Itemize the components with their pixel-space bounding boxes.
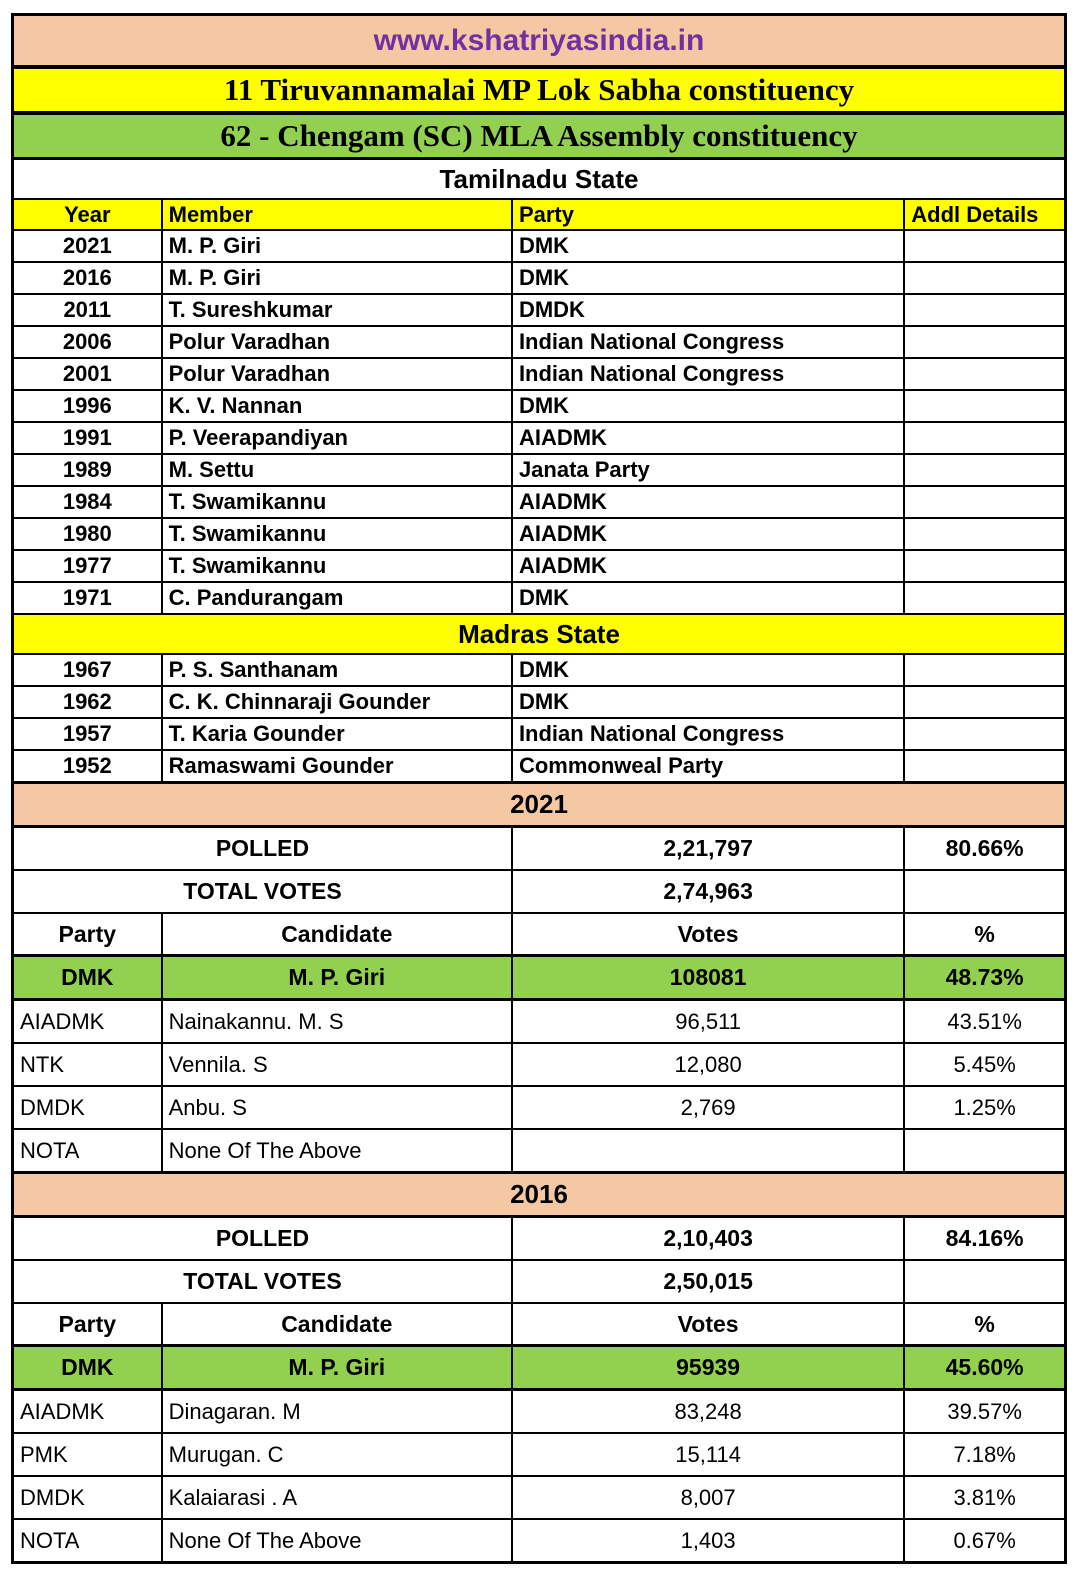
polled-label: POLLED	[13, 827, 512, 871]
addl-cell	[904, 358, 1065, 390]
member-cell: C. K. Chinnaraji Gounder	[162, 686, 512, 718]
candidate-party: NOTA	[13, 1519, 162, 1563]
addl-cell	[904, 422, 1065, 454]
polled-pct: 84.16%	[904, 1217, 1065, 1261]
member-cell: P. Veerapandiyan	[162, 422, 512, 454]
addl-cell	[904, 486, 1065, 518]
addl-cell	[904, 718, 1065, 750]
candidate-row	[13, 1476, 1066, 1519]
candidate-party: AIADMK	[13, 1000, 162, 1044]
state-header-madras	[13, 614, 1066, 654]
history-row	[13, 550, 1066, 582]
mla-title: 62 - Chengam (SC) MLA Assembly constituency	[13, 113, 1066, 159]
candidate-name: None Of The Above	[162, 1129, 512, 1173]
party-cell: DMK	[512, 582, 904, 614]
polled-label: POLLED	[13, 1217, 512, 1261]
candidate-pct: 0.67%	[904, 1519, 1065, 1563]
history-row	[13, 262, 1066, 294]
history-header-row	[13, 199, 1066, 230]
addl-cell	[904, 326, 1065, 358]
year-cell: 2021	[13, 230, 162, 262]
candidate-party: PMK	[13, 1433, 162, 1476]
party-cell: Indian National Congress	[512, 358, 904, 390]
winner-votes: 95939	[512, 1346, 904, 1390]
history-row	[13, 654, 1066, 686]
member-cell: P. S. Santhanam	[162, 654, 512, 686]
total-votes-pct	[904, 870, 1065, 913]
history-row	[13, 454, 1066, 486]
page-sheet	[11, 13, 1067, 1564]
candidate-name: Nainakannu. M. S	[162, 1000, 512, 1044]
party-cell: DMK	[512, 654, 904, 686]
member-cell: T. Swamikannu	[162, 518, 512, 550]
member-cell: Polur Varadhan	[162, 326, 512, 358]
winner-pct: 45.60%	[904, 1346, 1065, 1390]
history-row	[13, 326, 1066, 358]
total-votes-label: TOTAL VOTES	[13, 1260, 512, 1303]
year-cell: 2011	[13, 294, 162, 326]
year-cell: 2001	[13, 358, 162, 390]
winner-row	[13, 956, 1066, 1000]
year-cell: 1967	[13, 654, 162, 686]
year-cell: 1996	[13, 390, 162, 422]
candidate-votes: 2,769	[512, 1086, 904, 1129]
candidate-votes: 1,403	[512, 1519, 904, 1563]
history-row	[13, 230, 1066, 262]
candidate-row	[13, 1519, 1066, 1563]
party-cell: DMK	[512, 230, 904, 262]
candidate-row	[13, 1390, 1066, 1434]
addl-cell	[904, 262, 1065, 294]
candidate-pct: 39.57%	[904, 1390, 1065, 1434]
candidate-name: Vennila. S	[162, 1043, 512, 1086]
results-header-row	[13, 913, 1066, 956]
member-cell: M. P. Giri	[162, 262, 512, 294]
addl-cell	[904, 550, 1065, 582]
history-row	[13, 486, 1066, 518]
party-cell: AIADMK	[512, 518, 904, 550]
member-cell: M. P. Giri	[162, 230, 512, 262]
candidate-row	[13, 1086, 1066, 1129]
header-year: Year	[13, 199, 162, 230]
candidate-votes: 15,114	[512, 1433, 904, 1476]
results-header-pct: %	[904, 913, 1065, 956]
candidate-name: Kalaiarasi . A	[162, 1476, 512, 1519]
addl-cell	[904, 230, 1065, 262]
total-votes-label: TOTAL VOTES	[13, 870, 512, 913]
total-votes-value: 2,50,015	[512, 1260, 904, 1303]
party-cell: DMK	[512, 390, 904, 422]
history-row	[13, 358, 1066, 390]
party-cell: DMK	[512, 686, 904, 718]
header-addl-details: Addl Details	[904, 199, 1065, 230]
year-cell: 1971	[13, 582, 162, 614]
winner-party: DMK	[13, 956, 162, 1000]
history-row	[13, 582, 1066, 614]
polled-votes: 2,21,797	[512, 827, 904, 871]
election-year-banner-2021	[13, 783, 1066, 827]
addl-cell	[904, 750, 1065, 783]
history-row	[13, 390, 1066, 422]
candidate-votes: 96,511	[512, 1000, 904, 1044]
site-banner	[13, 15, 1066, 68]
history-row	[13, 518, 1066, 550]
mp-title-row	[13, 67, 1066, 113]
candidate-row	[13, 1000, 1066, 1044]
year-cell: 1952	[13, 750, 162, 783]
state-header-tamilnadu	[13, 159, 1066, 200]
candidate-party: NTK	[13, 1043, 162, 1086]
addl-cell	[904, 518, 1065, 550]
party-cell: Janata Party	[512, 454, 904, 486]
polled-pct: 80.66%	[904, 827, 1065, 871]
member-cell: T. Swamikannu	[162, 486, 512, 518]
state-header-madras-label: Madras State	[13, 614, 1066, 654]
total-votes-row	[13, 1260, 1066, 1303]
results-header-party: Party	[13, 1303, 162, 1346]
candidate-pct: 1.25%	[904, 1086, 1065, 1129]
candidate-name: Anbu. S	[162, 1086, 512, 1129]
mla-title-row	[13, 113, 1066, 159]
results-header-votes: Votes	[512, 1303, 904, 1346]
polled-row	[13, 1217, 1066, 1261]
year-cell: 1957	[13, 718, 162, 750]
year-cell: 1980	[13, 518, 162, 550]
addl-cell	[904, 454, 1065, 486]
header-member: Member	[162, 199, 512, 230]
results-header-candidate: Candidate	[162, 1303, 512, 1346]
results-header-pct: %	[904, 1303, 1065, 1346]
election-year-label: 2021	[13, 783, 1066, 827]
candidate-name: Murugan. C	[162, 1433, 512, 1476]
candidate-party: DMDK	[13, 1476, 162, 1519]
candidate-pct: 5.45%	[904, 1043, 1065, 1086]
polled-row	[13, 827, 1066, 871]
candidate-party: NOTA	[13, 1129, 162, 1173]
winner-candidate: M. P. Giri	[162, 1346, 512, 1390]
election-year-label: 2016	[13, 1173, 1066, 1217]
candidate-pct	[904, 1129, 1065, 1173]
winner-pct: 48.73%	[904, 956, 1065, 1000]
total-votes-row	[13, 870, 1066, 913]
candidate-votes	[512, 1129, 904, 1173]
results-header-votes: Votes	[512, 913, 904, 956]
winner-votes: 108081	[512, 956, 904, 1000]
results-header-party: Party	[13, 913, 162, 956]
addl-cell	[904, 654, 1065, 686]
party-cell: AIADMK	[512, 486, 904, 518]
member-cell: M. Settu	[162, 454, 512, 486]
party-cell: AIADMK	[512, 422, 904, 454]
party-cell: DMK	[512, 262, 904, 294]
history-row	[13, 750, 1066, 783]
candidate-row	[13, 1433, 1066, 1476]
party-cell: AIADMK	[512, 550, 904, 582]
winner-row	[13, 1346, 1066, 1390]
history-row	[13, 718, 1066, 750]
candidate-pct: 43.51%	[904, 1000, 1065, 1044]
member-cell: K. V. Nannan	[162, 390, 512, 422]
party-cell: Indian National Congress	[512, 326, 904, 358]
mp-title: 11 Tiruvannamalai MP Lok Sabha constituency	[13, 67, 1066, 113]
party-cell: Commonweal Party	[512, 750, 904, 783]
election-year-banner-2016	[13, 1173, 1066, 1217]
site-url: www.kshatriyasindia.in	[13, 15, 1066, 68]
history-row	[13, 422, 1066, 454]
constituency-table	[11, 13, 1067, 1564]
member-cell: Polur Varadhan	[162, 358, 512, 390]
year-cell: 1989	[13, 454, 162, 486]
party-cell: DMDK	[512, 294, 904, 326]
addl-cell	[904, 582, 1065, 614]
results-header-row	[13, 1303, 1066, 1346]
member-cell: C. Pandurangam	[162, 582, 512, 614]
total-votes-pct	[904, 1260, 1065, 1303]
year-cell: 1962	[13, 686, 162, 718]
candidate-votes: 12,080	[512, 1043, 904, 1086]
candidate-row	[13, 1043, 1066, 1086]
year-cell: 1984	[13, 486, 162, 518]
winner-candidate: M. P. Giri	[162, 956, 512, 1000]
history-row	[13, 294, 1066, 326]
candidate-party: AIADMK	[13, 1390, 162, 1434]
member-cell: T. Sureshkumar	[162, 294, 512, 326]
candidate-name: None Of The Above	[162, 1519, 512, 1563]
party-cell: Indian National Congress	[512, 718, 904, 750]
candidate-pct: 7.18%	[904, 1433, 1065, 1476]
member-cell: Ramaswami Gounder	[162, 750, 512, 783]
candidate-row	[13, 1129, 1066, 1173]
winner-party: DMK	[13, 1346, 162, 1390]
candidate-votes: 83,248	[512, 1390, 904, 1434]
year-cell: 2006	[13, 326, 162, 358]
candidate-party: DMDK	[13, 1086, 162, 1129]
state-header-tamilnadu-label: Tamilnadu State	[13, 159, 1066, 200]
year-cell: 1977	[13, 550, 162, 582]
addl-cell	[904, 686, 1065, 718]
addl-cell	[904, 390, 1065, 422]
results-header-candidate: Candidate	[162, 913, 512, 956]
addl-cell	[904, 294, 1065, 326]
member-cell: T. Karia Gounder	[162, 718, 512, 750]
polled-votes: 2,10,403	[512, 1217, 904, 1261]
candidate-name: Dinagaran. M	[162, 1390, 512, 1434]
total-votes-value: 2,74,963	[512, 870, 904, 913]
year-cell: 2016	[13, 262, 162, 294]
candidate-votes: 8,007	[512, 1476, 904, 1519]
candidate-pct: 3.81%	[904, 1476, 1065, 1519]
header-party: Party	[512, 199, 904, 230]
history-row	[13, 686, 1066, 718]
year-cell: 1991	[13, 422, 162, 454]
member-cell: T. Swamikannu	[162, 550, 512, 582]
